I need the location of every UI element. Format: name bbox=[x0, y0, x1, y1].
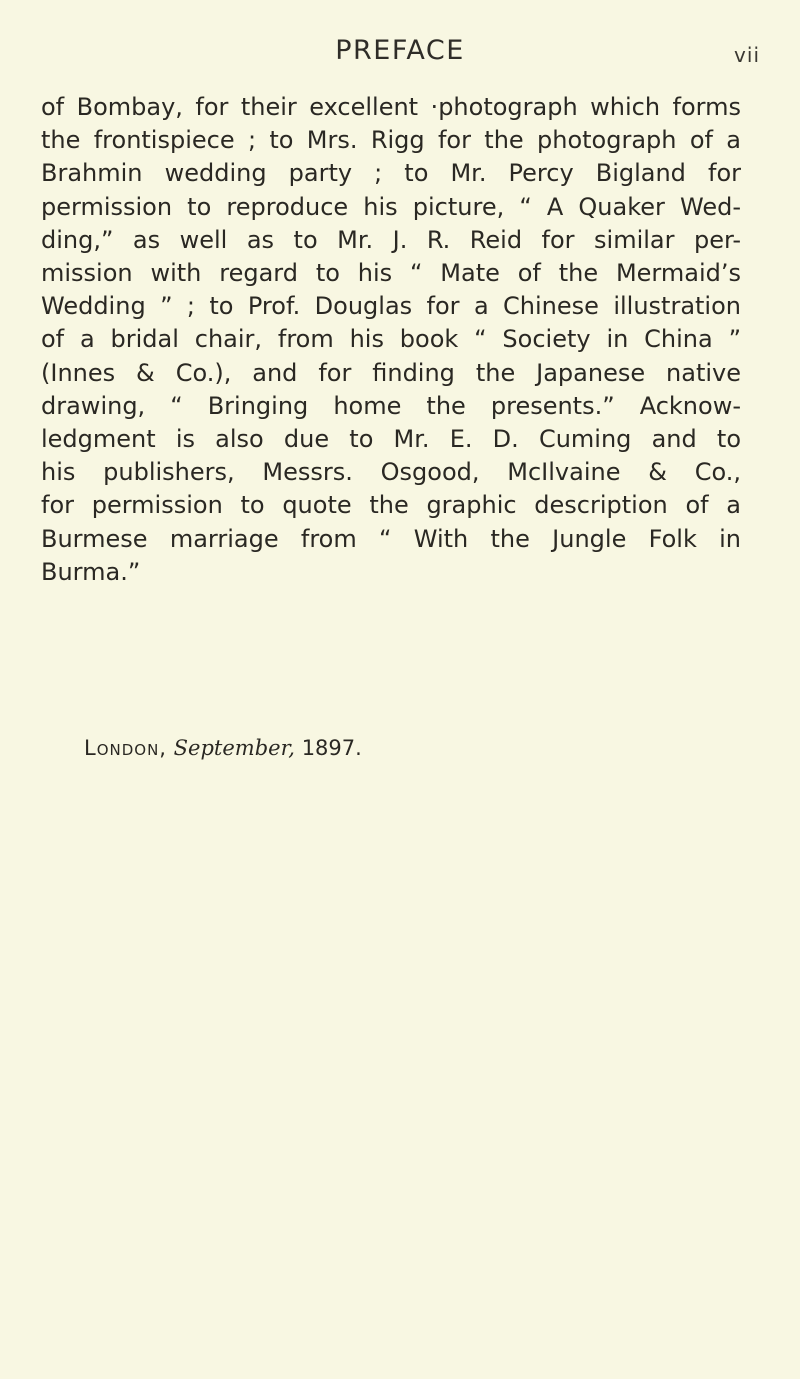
preface-paragraph bbox=[41, 91, 741, 589]
dateline bbox=[84, 733, 362, 763]
text-line: the frontispiece ; to Mrs. Rigg for the photograph of a bbox=[41, 126, 741, 155]
dateline-place: London, bbox=[84, 736, 167, 760]
page-number: vii bbox=[734, 43, 760, 67]
text-line: his publishers, Messrs. Osgood, McIlvaine & Co., bbox=[41, 458, 741, 487]
text-line: (Innes & Co.), and for finding the Japanese native bbox=[41, 358, 741, 387]
dateline-month: September, bbox=[173, 736, 295, 760]
text-line: permission to reproduce his picture, “ A Quaker Wed- bbox=[41, 192, 741, 221]
running-header bbox=[0, 36, 800, 70]
text-line: Burma.” bbox=[41, 557, 141, 586]
dateline-year: 1897. bbox=[301, 736, 362, 760]
text-line: Wedding ” ; to Prof. Douglas for a Chinese illustration bbox=[41, 292, 741, 321]
text-line: mission with regard to his “ Mate of the Mermaid’s bbox=[41, 259, 741, 288]
text-line: of Bombay, for their excellent ·photograph which forms bbox=[41, 93, 741, 121]
running-title: PREFACE bbox=[335, 35, 465, 66]
text-line: ledgment is also due to Mr. E. D. Cuming and to bbox=[41, 425, 741, 454]
text-line: Burmese marriage from “ With the Jungle Folk in bbox=[41, 524, 741, 553]
text-line: drawing, “ Bringing home the presents.” Acknow- bbox=[41, 391, 741, 420]
text-line: ding,” as well as to Mr. J. R. Reid for similar per- bbox=[41, 225, 741, 254]
text-line: of a bridal chair, from his book “ Society in China ” bbox=[41, 325, 741, 354]
text-line: for permission to quote the graphic description of a bbox=[41, 491, 741, 520]
text-line: Brahmin wedding party ; to Mr. Percy Bigland for bbox=[41, 159, 741, 188]
